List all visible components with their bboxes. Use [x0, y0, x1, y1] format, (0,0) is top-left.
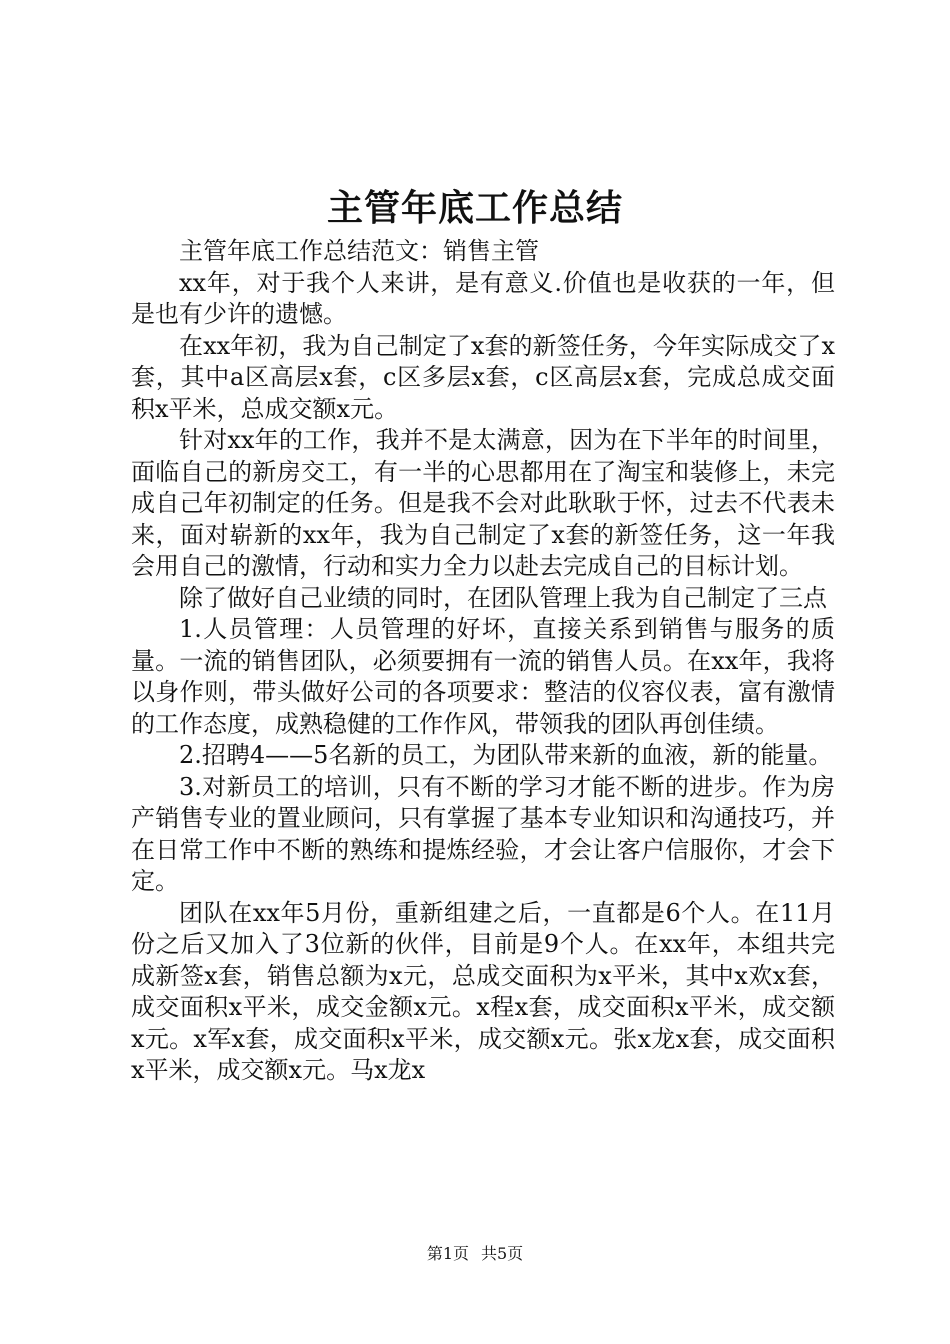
paragraph: xx年，对于我个人来讲，是有意义.价值也是收获的一年，但是也有少许的遗憾。 — [131, 268, 835, 328]
page-footer — [0, 1242, 950, 1266]
page-number: 第1页 — [426, 1244, 469, 1263]
paragraph: 团队在xx年5月份，重新组建之后，一直都是6个人。在11月份之后又加入了3位新的伙伴，目前是9个人。在xx年，本组共完成新签x套，销售总额为x元，总成交面积为x平米，其中x欢x套，成交面积x平米，成交金额x元。x程x套，成交面积x平米，成交额x元。x军x套，成交面积x平米，成交额x元。张x龙x套，成交面积x平米，成交额x元。马x龙x — [131, 898, 835, 1084]
document-body — [131, 236, 835, 1186]
page-total: 共5页 — [481, 1244, 524, 1263]
paragraph: 1.人员管理：人员管理的好坏，直接关系到销售与服务的质量。一流的销售团队，必须要拥有一流的销售人员。在xx年，我将以身作则，带头做好公司的各项要求：整洁的仪容仪表，富有激情的工作态度，成熟稳健的工作作风，带领我的团队再创佳绩。 — [131, 615, 835, 738]
paragraph: 2.招聘4——5名新的员工，为团队带来新的血液，新的能量。 — [179, 741, 833, 769]
paragraph: 在xx年初，我为自己制定了x套的新签任务，今年实际成交了x套，其中a区高层x套，c区多层x套，c区高层x套，完成总成交面积x平米，总成交额x元。 — [131, 331, 835, 423]
document-title: 主管年底工作总结 — [326, 187, 623, 229]
paragraph: 除了做好自己业绩的同时，在团队管理上我为自己制定了三点 — [179, 583, 827, 612]
paragraph: 主管年底工作总结范文：销售主管 — [179, 237, 539, 265]
paragraph: 针对xx年的工作，我并不是太满意，因为在下半年的时间里，面临自己的新房交工，有一半的心思都用在了淘宝和装修上，未完成自己年初制定的任务。但是我不会对此耿耿于怀，过去不代表未来，面对崭新的xx年，我为自己制定了x套的新签任务，这一年我会用自己的激情，行动和实力全力以赴去完成自己的目标计划。 — [131, 426, 835, 580]
paragraph: 3.对新员工的培训，只有不断的学习才能不断的进步。作为房产销售专业的置业顾问，只有掌握了基本专业知识和沟通技巧，并在日常工作中不断的熟练和提炼经验，才会让客户信服你，才会下定。 — [131, 772, 835, 895]
